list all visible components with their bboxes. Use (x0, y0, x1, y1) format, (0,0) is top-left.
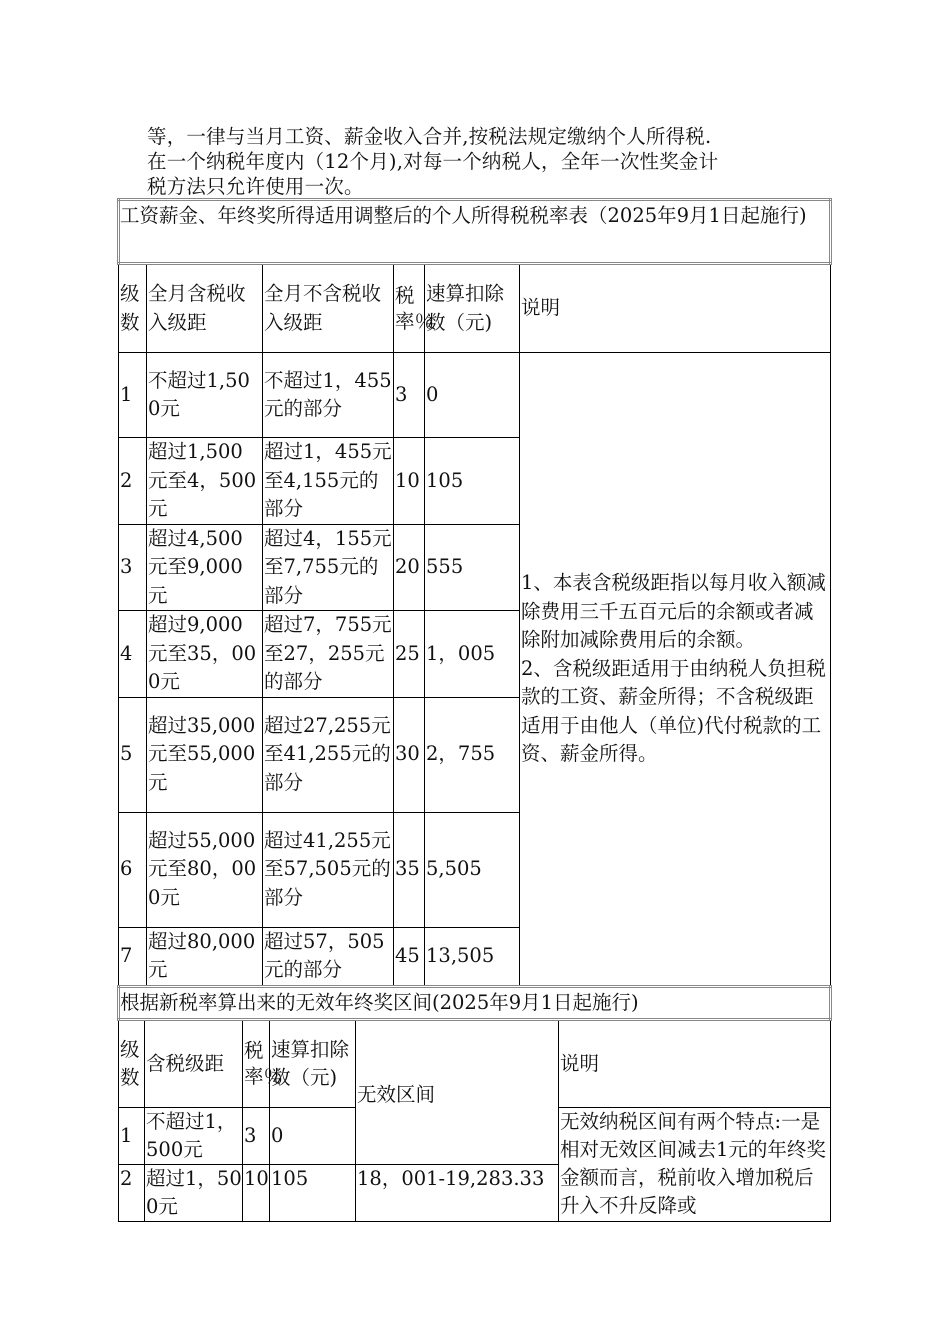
intro-paragraph (147, 124, 837, 199)
cell-taxable: 超过80,000元 (147, 927, 263, 985)
cell-deduction: 555 (425, 524, 520, 611)
cell-rate: 30 (394, 697, 425, 812)
tax-rate-table (117, 198, 832, 986)
cell-nontaxable: 超过27,255元至41,255元的部分 (263, 697, 394, 812)
cell-level: 3 (119, 524, 147, 611)
table-row (119, 353, 831, 438)
cell-nontaxable: 超过7，755元至27，255元的部分 (263, 611, 394, 698)
cell-rate: 3 (243, 1108, 270, 1165)
header-interval: 无效区间 (356, 1020, 559, 1165)
tax-rate-table-title: 工资薪金、年终奖所得适用调整后的个人所得税税率表（2025年9月1日起施行) (119, 200, 831, 264)
cell-nontaxable: 不超过1，455元的部分 (263, 353, 394, 438)
header-taxable-range: 全月含税收入级距 (147, 264, 263, 353)
cell-rate: 25 (394, 611, 425, 698)
cell-level: 7 (119, 927, 147, 985)
header-taxable-range: 含税级距 (145, 1020, 243, 1108)
cell-level: 6 (119, 812, 147, 927)
invalid-bonus-table (117, 985, 832, 1222)
cell-rate: 20 (394, 524, 425, 611)
header-note: 说明 (520, 264, 831, 353)
cell-taxable: 超过9,000元至35，000元 (147, 611, 263, 698)
cell-rate: 45 (394, 927, 425, 985)
cell-deduction: 0 (270, 1108, 356, 1165)
cell-level: 1 (119, 353, 147, 438)
intro-line: 税方法只允许使用一次。 (147, 175, 364, 198)
cell-taxable: 超过35,000元至55,000元 (147, 697, 263, 812)
note-cell: 无效纳税区间有两个特点:一是相对无效区间减去1元的年终奖金额而言，税前收入增加税后升入不升反降或 (559, 1108, 831, 1222)
invalid-bonus-table-title: 根据新税率算出来的无效年终奖区间(2025年9月1日起施行) (119, 987, 831, 1020)
cell-level: 1 (119, 1108, 145, 1165)
header-level: 级数 (119, 264, 147, 353)
header-rate: 税率％ (243, 1020, 270, 1108)
cell-taxable: 超过55,000元至80，000元 (147, 812, 263, 927)
intro-line: 等，一律与当月工资、薪金收入合并,按税法规定缴纳个人所得税. (147, 125, 712, 148)
cell-deduction: 105 (425, 438, 520, 525)
cell-deduction: 5,505 (425, 812, 520, 927)
cell-taxable: 不超过1,500元 (147, 353, 263, 438)
cell-deduction: 0 (425, 353, 520, 438)
cell-taxable: 超过1,500元至4，500元 (147, 438, 263, 525)
header-nontaxable-range: 全月不含税收入级距 (263, 264, 394, 353)
cell-taxable: 超过4,500元至9,000元 (147, 524, 263, 611)
cell-rate: 10 (243, 1165, 270, 1222)
cell-taxable: 超过1，500元 (145, 1165, 243, 1222)
header-note: 说明 (559, 1020, 831, 1108)
header-rate: 税率％ (394, 264, 425, 353)
cell-nontaxable: 超过57，505元的部分 (263, 927, 394, 985)
cell-level: 5 (119, 697, 147, 812)
header-level: 级数 (119, 1020, 145, 1108)
cell-nontaxable: 超过4，155元至7,755元的部分 (263, 524, 394, 611)
intro-line: 在一个纳税年度内（12个月),对每一个纳税人，全年一次性奖金计 (147, 150, 719, 173)
cell-interval: 18，001-19,283.33 (356, 1165, 559, 1222)
cell-rate: 3 (394, 353, 425, 438)
cell-deduction: 2，755 (425, 697, 520, 812)
note-cell: 1、本表含税级距指以每月收入额减除费用三千五百元后的余额或者减除附加减除费用后的余额。 2、含税级距适用于由纳税人负担税款的工资、薪金所得；不含税级距适用于由他人（单位)代付税款的工资、薪金所得。 (520, 353, 831, 986)
cell-deduction: 13,505 (425, 927, 520, 985)
cell-level: 2 (119, 1165, 145, 1222)
cell-rate: 35 (394, 812, 425, 927)
cell-deduction: 1，005 (425, 611, 520, 698)
cell-nontaxable: 超过1，455元至4,155元的部分 (263, 438, 394, 525)
cell-rate: 10 (394, 438, 425, 525)
header-deduction: 速算扣除数（元) (425, 264, 520, 353)
cell-level: 4 (119, 611, 147, 698)
cell-deduction: 105 (270, 1165, 356, 1222)
cell-nontaxable: 超过41,255元至57,505元的部分 (263, 812, 394, 927)
header-deduction: 速算扣除数（元) (270, 1020, 356, 1108)
cell-taxable: 不超过1，500元 (145, 1108, 243, 1165)
cell-level: 2 (119, 438, 147, 525)
